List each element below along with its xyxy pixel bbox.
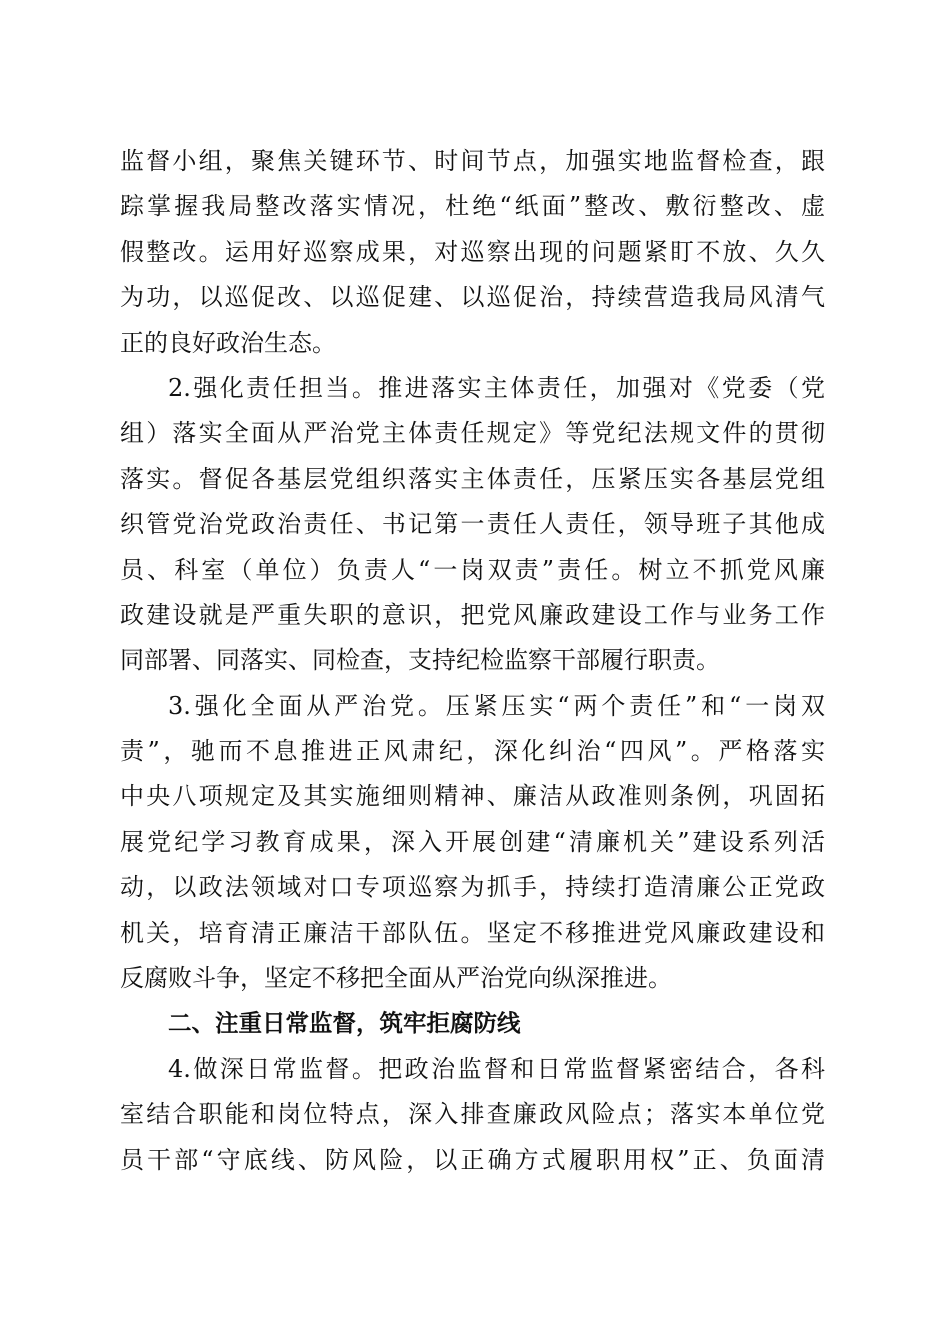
paragraph-4-line-3: 员干部“守底线、防风险，以正确方式履职用权”正、负面清 bbox=[120, 1145, 825, 1174]
paragraph-2-line-4: 织管党治党政治责任、书记第一责任人责任，领导班子其他成 bbox=[120, 510, 825, 539]
paragraph-3-line-4: 展党纪学习教育成果，深入开展创建“清廉机关”建设系列活 bbox=[120, 827, 825, 856]
paragraph-1-line-1: 监督小组，聚焦关键环节、时间节点，加强实地监督检查，跟 bbox=[120, 147, 825, 175]
paragraph-2-line-2: 组）落实全面从严治党主体责任规定》等党纪法规文件的贯彻 bbox=[120, 419, 825, 448]
paragraph-3-line-1: 3.强化全面从严治党。压紧压实“两个责任”和“一岗双 bbox=[168, 691, 825, 720]
paragraph-3-line-6: 机关，培育清正廉洁干部队伍。坚定不移推进党风廉政建设和 bbox=[120, 918, 825, 947]
section-heading-2: 二、注重日常监督，筑牢拒腐防线 bbox=[168, 1009, 521, 1038]
paragraph-2-line-3: 落实。督促各基层党组织落实主体责任，压紧压实各基层党组 bbox=[120, 464, 825, 493]
paragraph-3-line-3: 中央八项规定及其实施细则精神、廉洁从政准则条例，巩固拓 bbox=[120, 782, 825, 811]
paragraph-2-line-5: 员、科室（单位）负责人“一岗双责”责任。树立不抓党风廉 bbox=[120, 555, 825, 584]
document-page bbox=[120, 139, 825, 1183]
paragraph-1-line-2: 踪掌握我局整改落实情况，杜绝“纸面”整改、敷衍整改、虚 bbox=[120, 192, 825, 221]
paragraph-4-line-1: 4.做深日常监督。把政治监督和日常监督紧密结合，各科 bbox=[168, 1054, 825, 1083]
paragraph-1-line-3: 假整改。运用好巡察成果，对巡察出现的问题紧盯不放、久久 bbox=[120, 237, 825, 266]
paragraph-2-line-6: 政建设就是严重失职的意识，把党风廉政建设工作与业务工作 bbox=[120, 600, 825, 629]
paragraph-2-line-7: 同部署、同落实、同检查，支持纪检监察干部履行职责。 bbox=[120, 646, 720, 675]
paragraph-3-line-7: 反腐败斗争，坚定不移把全面从严治党向纵深推进。 bbox=[120, 964, 672, 993]
paragraph-1-line-4: 为功，以巡促改、以巡促建、以巡促治，持续营造我局风清气 bbox=[120, 283, 825, 312]
paragraph-4-line-2: 室结合职能和岗位特点，深入排查廉政风险点；落实本单位党 bbox=[120, 1100, 825, 1129]
paragraph-2-line-1: 2.强化责任担当。推进落实主体责任，加强对《党委（党 bbox=[168, 373, 825, 402]
paragraph-3-line-2: 责”，驰而不息推进正风肃纪，深化纠治“四风”。严格落实 bbox=[120, 737, 825, 766]
paragraph-1-line-5: 正的良好政治生态。 bbox=[120, 328, 336, 357]
paragraph-3-line-5: 动，以政法领域对口专项巡察为抓手，持续打造清廉公正党政 bbox=[120, 873, 825, 902]
